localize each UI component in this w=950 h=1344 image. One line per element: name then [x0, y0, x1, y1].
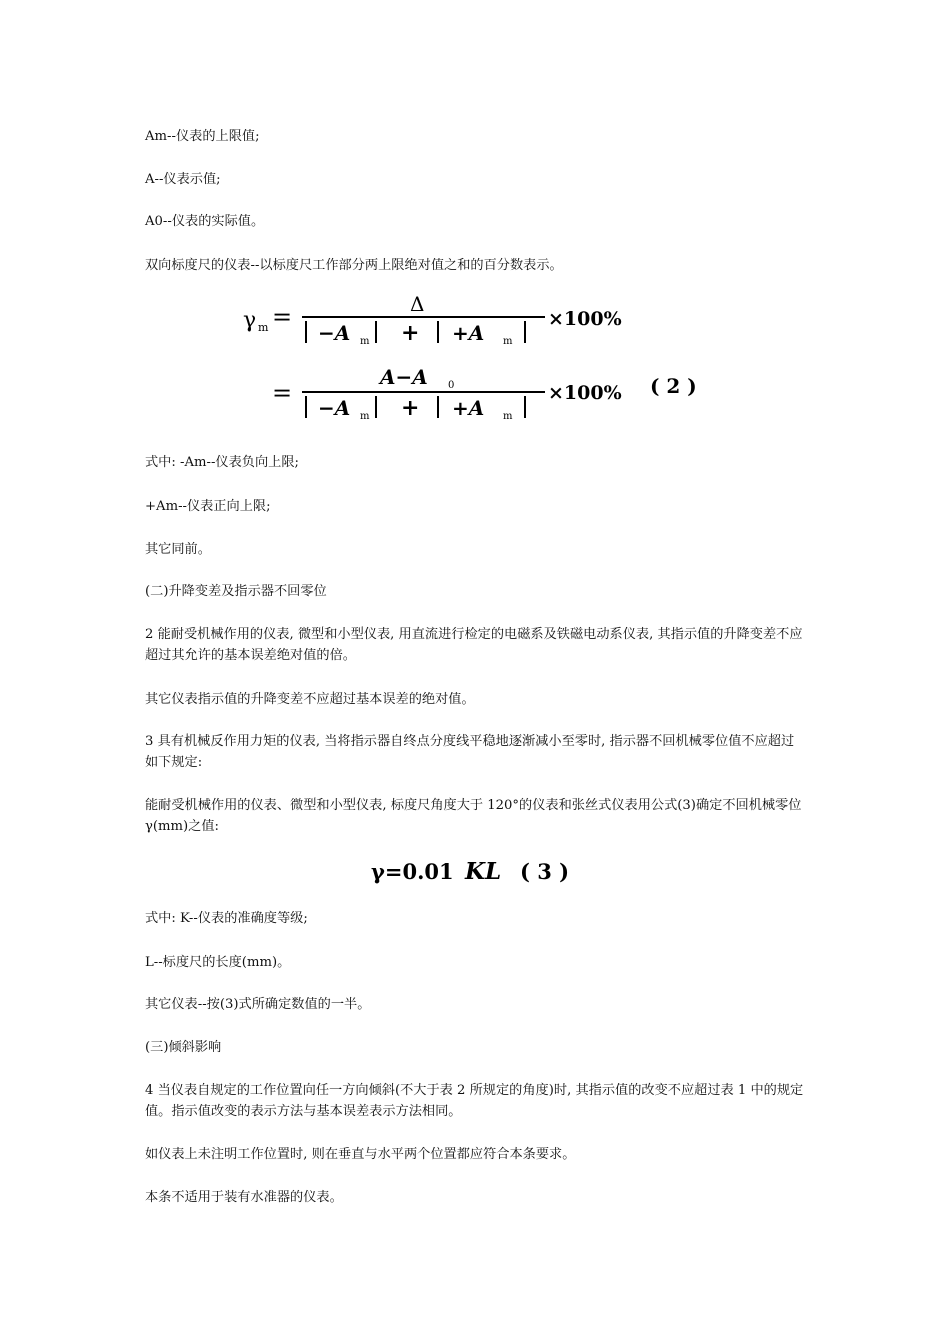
paragraph: 本条不适用于装有水准器的仪表。: [145, 1190, 343, 1205]
paragraph: +Am--仪表正向上限;: [145, 499, 271, 514]
formula-den-sub: m: [360, 411, 370, 422]
formula-label: ( 2 ): [650, 374, 697, 398]
paragraph: 其它同前。: [145, 542, 211, 557]
formula-lhs-sub: m: [258, 321, 269, 334]
paragraph: 2 能耐受机械作用的仪表, 微型和小型仪表, 用直流进行检定的电磁系及铁磁电动系仪表, 其指示值的升降变差不应超过其允许的基本误差绝对值的倍。: [145, 627, 803, 663]
paragraph: 其它仪表--按(3)式所确定数值的一半。: [145, 997, 371, 1012]
formula-3-text: γ=0.01: [371, 859, 454, 884]
formula-den-sub: m: [360, 336, 370, 347]
formula-numerator: Δ: [410, 293, 425, 316]
formula-times: ×100%: [548, 308, 622, 330]
section-heading: (三)倾斜影响: [145, 1040, 222, 1055]
formula-den-sub: m: [503, 336, 513, 347]
paragraph: 能耐受机械作用的仪表、微型和小型仪表, 标度尺角度大于 120°的仪表和张丝式仪表用公式(3)确定不回机械零位 γ(mm)之值:: [145, 798, 802, 834]
paragraph: Am--仪表的上限值;: [145, 129, 260, 144]
paragraph: A--仪表示值;: [145, 172, 221, 187]
formula-den-neg: −A: [318, 321, 351, 345]
formula-den-sub: m: [503, 411, 513, 422]
formula-lhs: γ: [243, 308, 257, 333]
paragraph: A0--仪表的实际值。: [145, 214, 265, 229]
paragraph: L--标度尺的长度(mm)。: [145, 955, 291, 970]
paragraph: 3 具有机械反作用力矩的仪表, 当将指示器自终点分度线平稳地逐渐减小至零时, 指示器不回机械零位值不应超过如下规定:: [145, 734, 795, 770]
formula-eq: =: [272, 303, 293, 331]
paragraph: 式中: -Am--仪表负向上限;: [145, 455, 299, 470]
formula-2: [240, 293, 710, 427]
formula-3-label: ( 3 ): [520, 859, 570, 884]
formula-3-vars: KL: [465, 858, 502, 885]
formula-eq: =: [272, 379, 293, 407]
formula-numerator: A−A: [380, 365, 428, 389]
formula-plus: +: [401, 395, 420, 421]
formula-3: [368, 853, 588, 893]
formula-plus: +: [401, 320, 420, 346]
formula-den-pos: +A: [452, 321, 485, 345]
paragraph: 其它仪表指示值的升降变差不应超过基本误差的绝对值。: [145, 692, 475, 707]
paragraph: 4 当仪表自规定的工作位置向任一方向倾斜(不大于表 2 所规定的角度)时, 其指示值的改变不应超过表 1 中的规定值。指示值改变的表示方法与基本误差表示方法相同。: [145, 1083, 804, 1119]
formula-den-pos: +A: [452, 396, 485, 420]
formula-num-sub: 0: [448, 380, 455, 391]
paragraph: 双向标度尺的仪表--以标度尺工作部分两上限绝对值之和的百分数表示。: [145, 258, 563, 273]
paragraph: 式中: K--仪表的准确度等级;: [145, 911, 308, 926]
formula-den-neg: −A: [318, 396, 351, 420]
formula-times: ×100%: [548, 382, 622, 404]
paragraph: 如仪表上未注明工作位置时, 则在垂直与水平两个位置都应符合本条要求。: [145, 1147, 576, 1162]
section-heading: (二)升降变差及指示器不回零位: [145, 584, 327, 599]
